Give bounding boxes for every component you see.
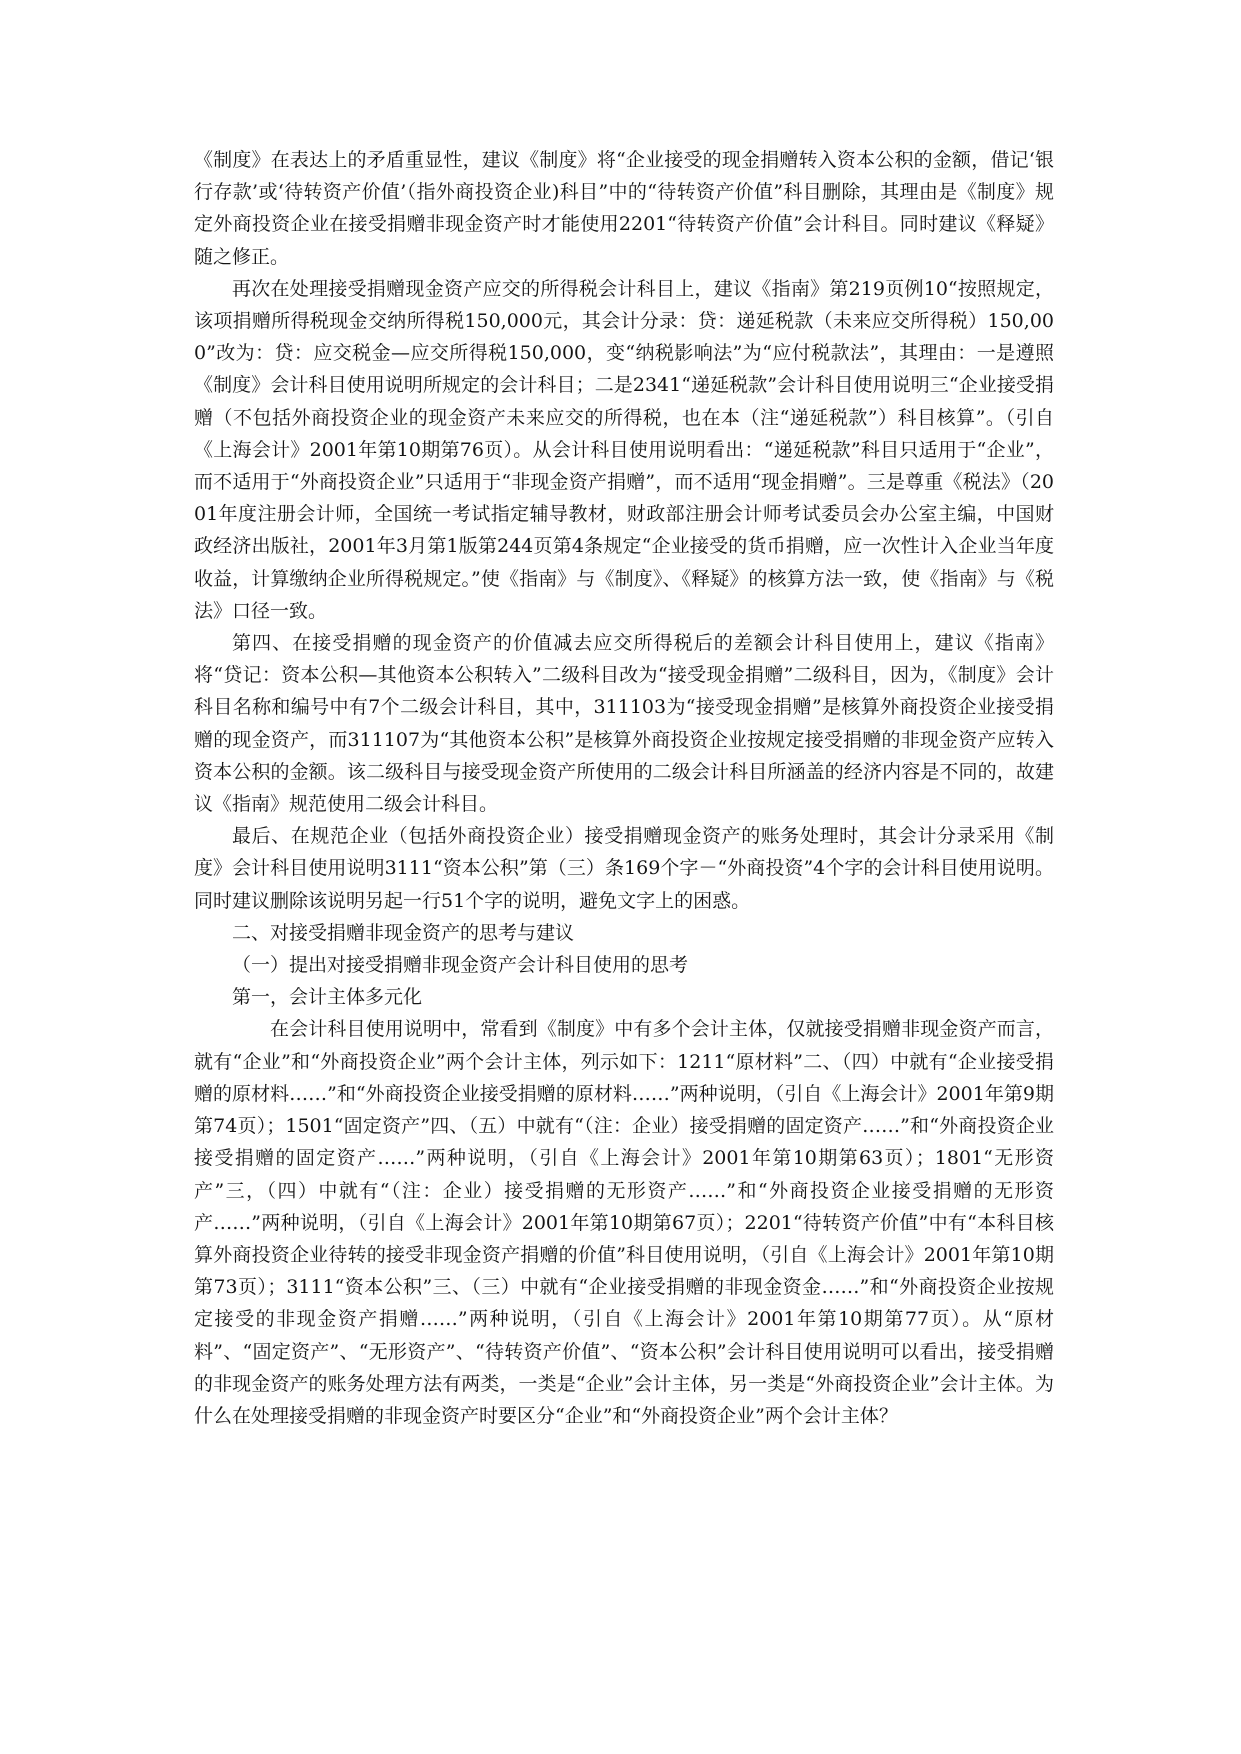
document-page	[194, 144, 1054, 1432]
paragraph-5: 在会计科目使用说明中，常看到《制度》中有多个会计主体，仅就接受捐赠非现金资产而言，就有“企业”和“外商投资企业”两个会计主体，列示如下：1211“原材料”二、（四）中就有“企业接受捐赠的原材料……”和“外商投资企业接受捐赠的原材料……”两种说明，（引自《上海会计》2001年第9期第74页）；1501“固定资产”四、（五）中就有“（注：企业）接受捐赠的固定资产……”和“外商投资企业接受捐赠的固定资产……”两种说明，（引自《上海会计》2001年第10期第63页）；1801“无形资产”三，（四）中就有“（注：企业）接受捐赠的无形资产……”和“外商投资企业接受捐赠的无形资产……”两种说明，（引自《上海会计》2001年第10期第67页）；2201“待转资产价值”中有“本科目核算外商投资企业待转的接受非现金资产捐赠的价值”科目使用说明，（引自《上海会计》2001年第10期第73页）；3111“资本公积”三、（三）中就有“企业接受捐赠的非现金资金……”和“外商投资企业按规定接受的非现金资产捐赠……”两种说明，（引自《上海会计》2001年第10期第77页）。从“原材料”、“固定资产”、“无形资产”、“待转资产价值”、“资本公积”会计科目使用说明可以看出，接受捐赠的非现金资产的账务处理方法有两类，一类是“企业”会计主体，另一类是“外商投资企业”会计主体。为什么在处理接受捐赠的非现金资产时要区分“企业”和“外商投资企业”两个会计主体？	[194, 1018, 1054, 1427]
paragraph-2: 再次在处理接受捐赠现金资产应交的所得税会计科目上，建议《指南》第219页例10“按照规定，该项捐赠所得税现金交纳所得税150,000元，其会计分录：贷：递延税款（未来应交所得税）150,000”改为：贷：应交税金—应交所得税150,000，变“纳税影响法”为“应付税款法”，其理由：一是遵照《制度》会计科目使用说明所规定的会计科目；二是2341“递延税款”会计科目使用说明三“企业接受捐赠（不包括外商投资企业的现金资产未来应交的所得税，也在本（注“递延税款”）科目核算”。（引自《上海会计》2001年第10期第76页）。从会计科目使用说明看出：“递延税款”科目只适用于“企业”，而不适用于“外商投资企业”只适用于“非现金资产捐赠”，而不适用“现金捐赠”。三是尊重《税法》（2001年度注册会计师，全国统一考试指定辅导教材，财政部注册会计师考试委员会办公室主编，中国财政经济出版社，2001年3月第1版第244页第4条规定“企业接受的货币捐赠，应一次性计入企业当年度收益，计算缴纳企业所得税规定。”使《指南》与《制度》、《释疑》的核算方法一致，使《指南》与《税法》口径一致。	[194, 277, 1054, 622]
section-heading-2: 二、对接受捐赠非现金资产的思考与建议	[232, 921, 575, 944]
point-heading-1: 第一，会计主体多元化	[232, 986, 423, 1009]
paragraph-3: 第四、在接受捐赠的现金资产的价值减去应交所得税后的差额会计科目使用上，建议《指南》将“贷记：资本公积—其他资本公积转入”二级科目改为“接受现金捐赠”二级科目，因为，《制度》会计科目名称和编号中有7个二级会计科目，其中，311103为“接受现金捐赠”是核算外商投资企业接受捐赠的现金资产，而311107为“其他资本公积”是核算外商投资企业按规定接受捐赠的非现金资产应转入资本公积的金额。该二级科目与接受现金资产所使用的二级会计科目所涵盖的经济内容是不同的，故建议《指南》规范使用二级会计科目。	[194, 632, 1054, 816]
subsection-heading-1: （一）提出对接受捐赠非现金资产会计科目使用的思考	[232, 954, 689, 977]
paragraph-1: 《制度》在表达上的矛盾重显性，建议《制度》将“企业接受的现金捐赠转入资本公积的金额，借记‘银行存款’或‘待转资产价值’（指外商投资企业)科目”中的“待转资产价值”科目删除，其理由是《制度》规定外商投资企业在接受捐赠非现金资产时才能使用2201“待转资产价值”会计科目。同时建议《释疑》随之修正。	[194, 149, 1054, 268]
paragraph-4: 最后、在规范企业（包括外商投资企业）接受捐赠现金资产的账务处理时，其会计分录采用《制度》会计科目使用说明3111“资本公积”第（三）条169个字－“外商投资”4个字的会计科目使用说明。同时建议删除该说明另起一行51个字的说明，避免文字上的困惑。	[194, 825, 1054, 912]
